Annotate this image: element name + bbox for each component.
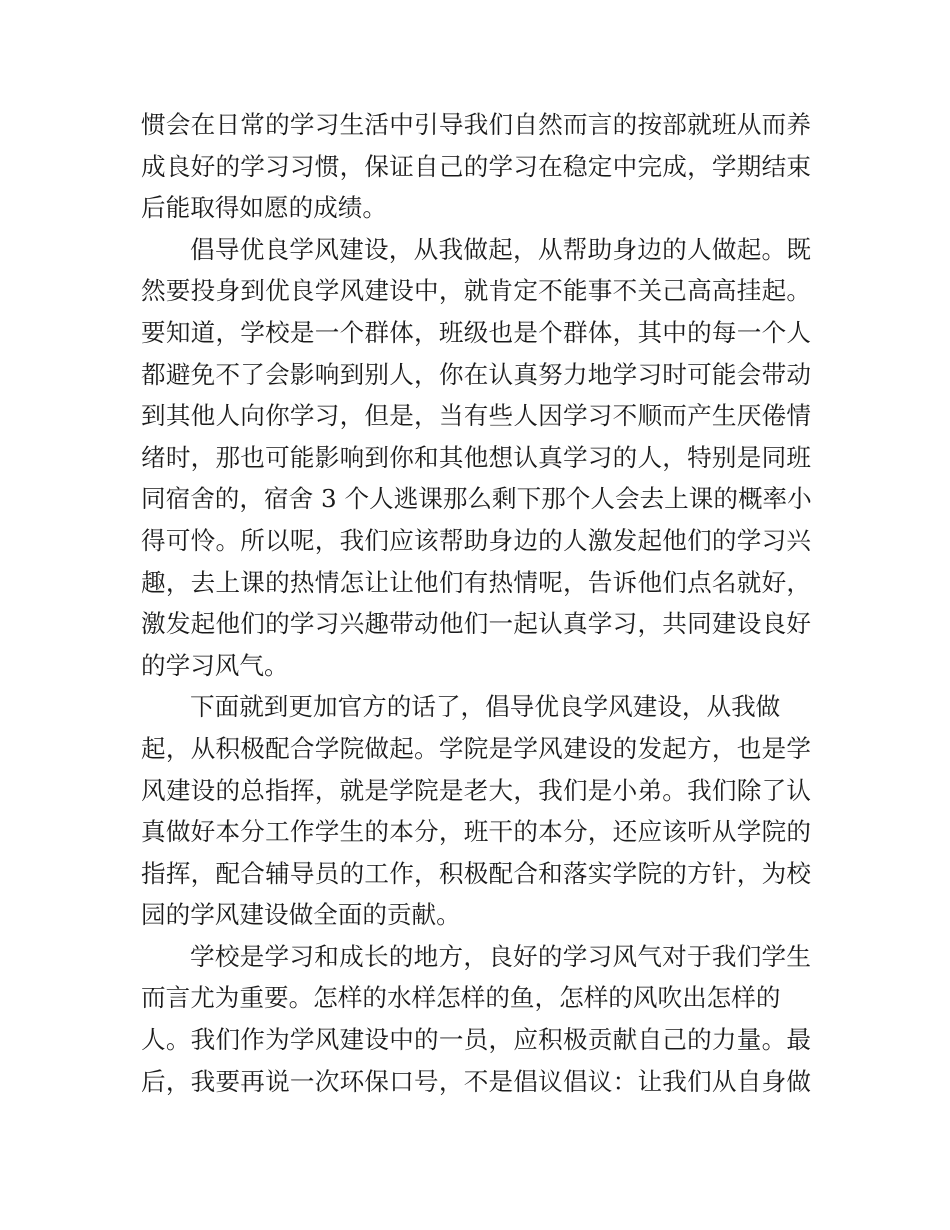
text-line: 园的学风建设做全面的贡献。 — [141, 900, 461, 930]
text-line: 然要投身到优良学风建设中，就肯定不能事不关己高高挂起。 — [141, 276, 811, 306]
text-line: 后，我要再说一次环保口号，不是倡议倡议：让我们从自身做 — [141, 1066, 811, 1096]
text-line: 得可怜。所以呢，我们应该帮助身边的人激发起他们的学习兴 — [141, 525, 811, 555]
text-line: 绪时，那也可能影响到你和其他想认真学习的人，特别是同班 — [141, 442, 811, 472]
text-line: 到其他人向你学习，但是，当有些人因学习不顺而产生厌倦情 — [141, 401, 811, 431]
text-line: 风建设的总指挥，就是学院是老大，我们是小弟。我们除了认 — [141, 775, 811, 805]
text-line: 人。我们作为学风建设中的一员，应积极贡献自己的力量。最 — [141, 1025, 811, 1055]
text-line: 下面就到更加官方的话了，倡导优良学风建设，从我做 — [190, 692, 781, 722]
text-line: 而言尤为重要。怎样的水样怎样的鱼，怎样的风吹出怎样的 — [141, 983, 781, 1013]
text-line: 的学习风气。 — [141, 650, 289, 680]
text-line: 起，从积极配合学院做起。学院是学风建设的发起方，也是学 — [141, 733, 811, 763]
text-line: 激发起他们的学习兴趣带动他们一起认真学习，共同建设良好 — [141, 609, 811, 639]
text-line: 学校是学习和成长的地方，良好的学习风气对于我们学生 — [190, 941, 811, 971]
text-line: 惯会在日常的学习生活中引导我们自然而言的按部就班从而养 — [141, 110, 811, 139]
text-line: 要知道，学校是一个群体，班级也是个群体，其中的每一个人 — [141, 317, 811, 347]
text-line: 成良好的学习习惯，保证自己的学习在稳定中完成，学期结束 — [141, 151, 811, 181]
text-line: 指挥，配合辅导员的工作，积极配合和落实学院的方针，为校 — [141, 858, 811, 888]
text-line: 倡导优良学风建设，从我做起，从帮助身边的人做起。既 — [190, 234, 811, 264]
text-line: 趣，去上课的热情怎让让他们有热情呢，告诉他们点名就好， — [141, 567, 811, 597]
text-line: 都避免不了会影响到别人，你在认真努力地学习时可能会带动 — [141, 359, 811, 389]
text-line: 同宿舍的，宿舍 3 个人逃课那么剩下那个人会去上课的概率小 — [141, 484, 812, 514]
text-line: 真做好本分工作学生的本分，班干的本分，还应该听从学院的 — [141, 817, 811, 847]
text-line: 后能取得如愿的成绩。 — [141, 193, 387, 223]
document-body — [141, 104, 811, 1102]
